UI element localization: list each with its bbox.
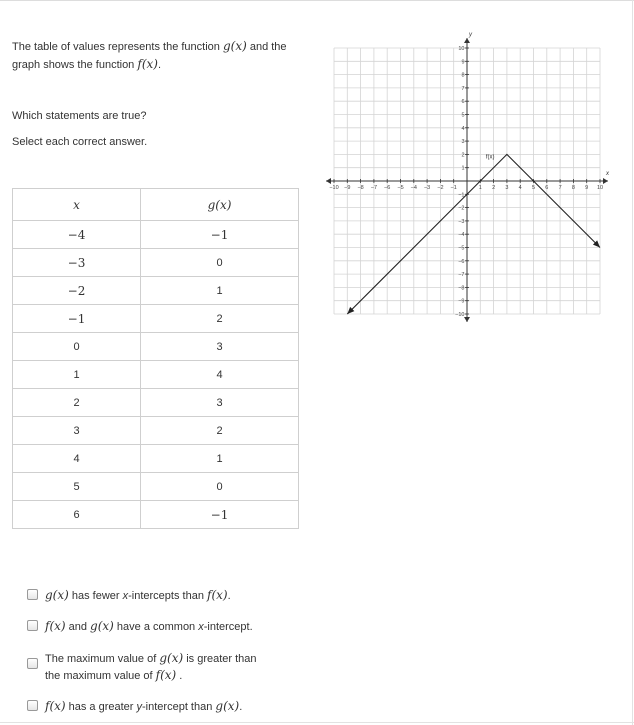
choice-text-part: The maximum value of — [45, 653, 160, 665]
x-tick-label: −6 — [384, 185, 391, 191]
table-row — [13, 361, 299, 389]
stem-period: . — [157, 59, 162, 71]
table-row — [13, 473, 299, 501]
table-cell: 3 — [141, 333, 299, 361]
table-row — [13, 389, 299, 417]
y-tick-label: −8 — [458, 285, 465, 292]
choice-math: g(x) — [215, 699, 240, 713]
x-axis-arrow-left — [326, 178, 331, 184]
coordinate-graph — [320, 32, 610, 327]
stem-text-3: graph shows the function — [12, 59, 135, 71]
stem-text-2: and the — [249, 41, 287, 53]
choice-math: f(x) — [45, 699, 66, 713]
x-tick-label: 9 — [585, 185, 589, 191]
x-tick-label: 6 — [545, 185, 549, 191]
x-tick-label: −2 — [437, 185, 444, 191]
choice-var: y — [136, 701, 143, 713]
table-cell: 2 — [141, 417, 299, 445]
tick-labels — [329, 46, 603, 318]
choice-math: g(x) — [90, 619, 114, 633]
choice-text — [45, 587, 231, 604]
table-cell: −4 — [13, 221, 141, 249]
y-tick-label: 2 — [461, 152, 465, 159]
column-header-gx: g(x) — [141, 189, 299, 221]
table-cell: 3 — [13, 417, 141, 445]
x-tick-label: 3 — [505, 185, 509, 191]
choice-text-part: . — [176, 670, 183, 682]
y-tick-label: 4 — [461, 125, 465, 132]
y-tick-label: −5 — [458, 245, 465, 252]
table-cell: 4 — [141, 361, 299, 389]
checkbox[interactable] — [27, 589, 38, 600]
x-tick-label: 4 — [518, 185, 522, 191]
x-axis-label: x — [606, 171, 609, 177]
choice-math: g(x) — [159, 651, 184, 665]
choice-text-part: is greater than — [183, 653, 257, 665]
choice-text-part: has a greater — [65, 701, 137, 713]
checkbox[interactable] — [27, 620, 38, 631]
y-tick-label: 10 — [458, 46, 465, 52]
choice-text-part: . — [239, 701, 243, 713]
f-function: f(x) — [137, 57, 158, 71]
y-tick-label: 3 — [461, 139, 465, 146]
y-tick-label: −9 — [458, 298, 465, 305]
choice-text — [45, 698, 242, 715]
f-curve-label: f(x) — [485, 154, 495, 161]
top-divider — [0, 0, 634, 1]
choice-text-part: -intercept than — [142, 701, 216, 713]
stem-text-1: The table of values represents the function — [12, 41, 220, 53]
choice-math: f(x) — [155, 668, 177, 682]
table-cell: 1 — [141, 277, 299, 305]
choice-text-part: . — [227, 590, 231, 602]
table-cell: −2 — [13, 277, 141, 305]
table-cell: −1 — [13, 305, 141, 333]
x-tick-label: −4 — [410, 185, 417, 191]
table-cell: 4 — [13, 445, 141, 473]
checkbox[interactable] — [27, 658, 38, 669]
x-tick-label: 7 — [558, 185, 562, 191]
x-tick-label: 8 — [571, 185, 575, 191]
x-tick-label: −7 — [370, 185, 378, 191]
column-header-x: x — [13, 189, 141, 221]
y-tick-label: −4 — [458, 232, 465, 239]
table-row — [13, 417, 299, 445]
y-tick-label: 6 — [461, 99, 465, 106]
y-axis-arrow-top — [464, 38, 470, 43]
y-tick-label: 8 — [461, 72, 465, 79]
table-cell: 1 — [13, 361, 141, 389]
x-tick-label: −3 — [423, 185, 431, 191]
choice-text-part: and — [65, 621, 91, 633]
table-cell: 0 — [141, 249, 299, 277]
x-tick-label: 5 — [531, 185, 536, 191]
choice-text-part: have a common — [113, 621, 199, 633]
x-tick-label: −9 — [344, 185, 351, 191]
table-cell: 1 — [141, 445, 299, 473]
table-cell: −1 — [141, 501, 299, 529]
x-tick-label: −10 — [329, 185, 339, 191]
y-tick-label: −10 — [455, 312, 465, 318]
y-tick-label: −6 — [458, 258, 465, 265]
table-cell: −3 — [13, 249, 141, 277]
table-cell: 0 — [13, 333, 141, 361]
y-axis-label: y — [469, 32, 472, 38]
y-tick-label: 5 — [461, 112, 465, 119]
choice-text — [45, 618, 253, 635]
y-tick-label: −3 — [458, 218, 465, 225]
choice-text-part: the maximum value of — [45, 670, 156, 682]
x-tick-label: −8 — [357, 185, 364, 191]
bottom-divider — [0, 722, 634, 723]
question-stem — [12, 38, 312, 74]
instruction-text: Select each correct answer. — [12, 136, 148, 148]
x-axis-arrow-right — [603, 178, 608, 184]
table-row — [13, 249, 299, 277]
choice-text-part: -intercept. — [203, 621, 253, 633]
y-axis-arrow-bottom — [464, 317, 470, 322]
choice-math: f(x) — [45, 619, 66, 633]
table-cell: 0 — [141, 473, 299, 501]
y-tick-label: −1 — [458, 192, 465, 199]
choice-math: f(x) — [207, 588, 228, 602]
table-cell: 5 — [13, 473, 141, 501]
question-text: Which statements are true? — [12, 110, 147, 122]
checkbox[interactable] — [27, 700, 38, 711]
x-tick-label: 10 — [596, 185, 604, 191]
choice-var: x — [198, 621, 204, 633]
values-table — [12, 188, 299, 529]
choice-text — [45, 650, 257, 684]
y-tick-label: −2 — [458, 205, 465, 212]
x-tick-label: 1 — [478, 185, 482, 191]
x-tick-label: −5 — [397, 185, 404, 191]
right-border — [632, 0, 633, 725]
g-function: g(x) — [222, 39, 247, 53]
y-tick-label: 1 — [461, 165, 465, 172]
table-cell: 2 — [13, 389, 141, 417]
table-cell: 6 — [13, 501, 141, 529]
x-tick-label: −1 — [450, 185, 457, 191]
table-cell: 3 — [141, 389, 299, 417]
choice-var: x — [122, 590, 129, 602]
table-header-row — [13, 189, 299, 221]
choice-math: g(x) — [45, 588, 69, 602]
y-tick-label: −7 — [458, 272, 465, 279]
x-tick-label: 2 — [492, 185, 496, 191]
choice-text-part: has fewer — [68, 590, 123, 602]
y-tick-label: 7 — [461, 85, 465, 92]
y-tick-label: 9 — [461, 59, 465, 66]
table-row — [13, 501, 299, 529]
table-row — [13, 221, 299, 249]
table-row — [13, 333, 299, 361]
table-cell: 2 — [141, 305, 299, 333]
table-row — [13, 277, 299, 305]
table-row — [13, 305, 299, 333]
choice-text-part: -intercepts than — [128, 590, 207, 602]
table-cell: −1 — [141, 221, 299, 249]
table-row — [13, 445, 299, 473]
